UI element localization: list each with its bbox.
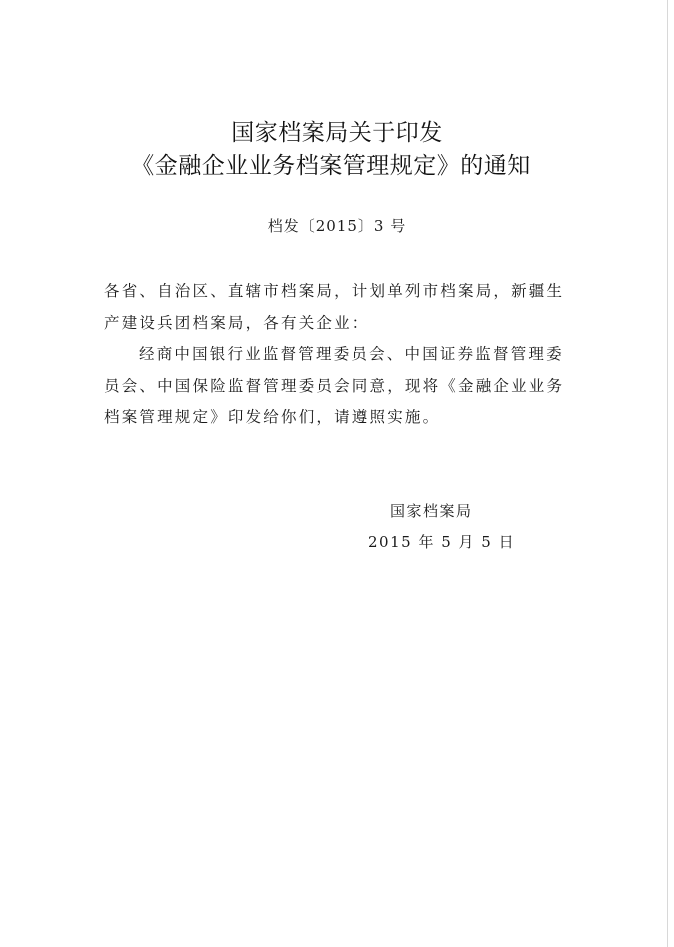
body-paragraph: 经商中国银行业监督管理委员会、中国证券监督管理委员会、中国保险监督管理委员会同意，现将《金融企业业务档案管理规定》印发给你们，请遵照实施。	[104, 345, 565, 426]
issuer-signature: 国家档案局	[390, 502, 473, 520]
addressee-text: 各省、自治区、直辖市档案局，计划单列市档案局，新疆生产建设兵团档案局，各有关企业：	[104, 282, 565, 332]
document-title-line-2: 《金融企业业务档案管理规定》的通知	[131, 153, 531, 179]
addressee-block	[104, 276, 574, 339]
issue-date: 2015 年 5 月 5 日	[368, 533, 516, 551]
body-paragraph-block	[104, 339, 574, 434]
document-title-line-1: 国家档案局关于印发	[231, 120, 443, 146]
document-number: 档发〔2015〕3 号	[267, 217, 407, 235]
